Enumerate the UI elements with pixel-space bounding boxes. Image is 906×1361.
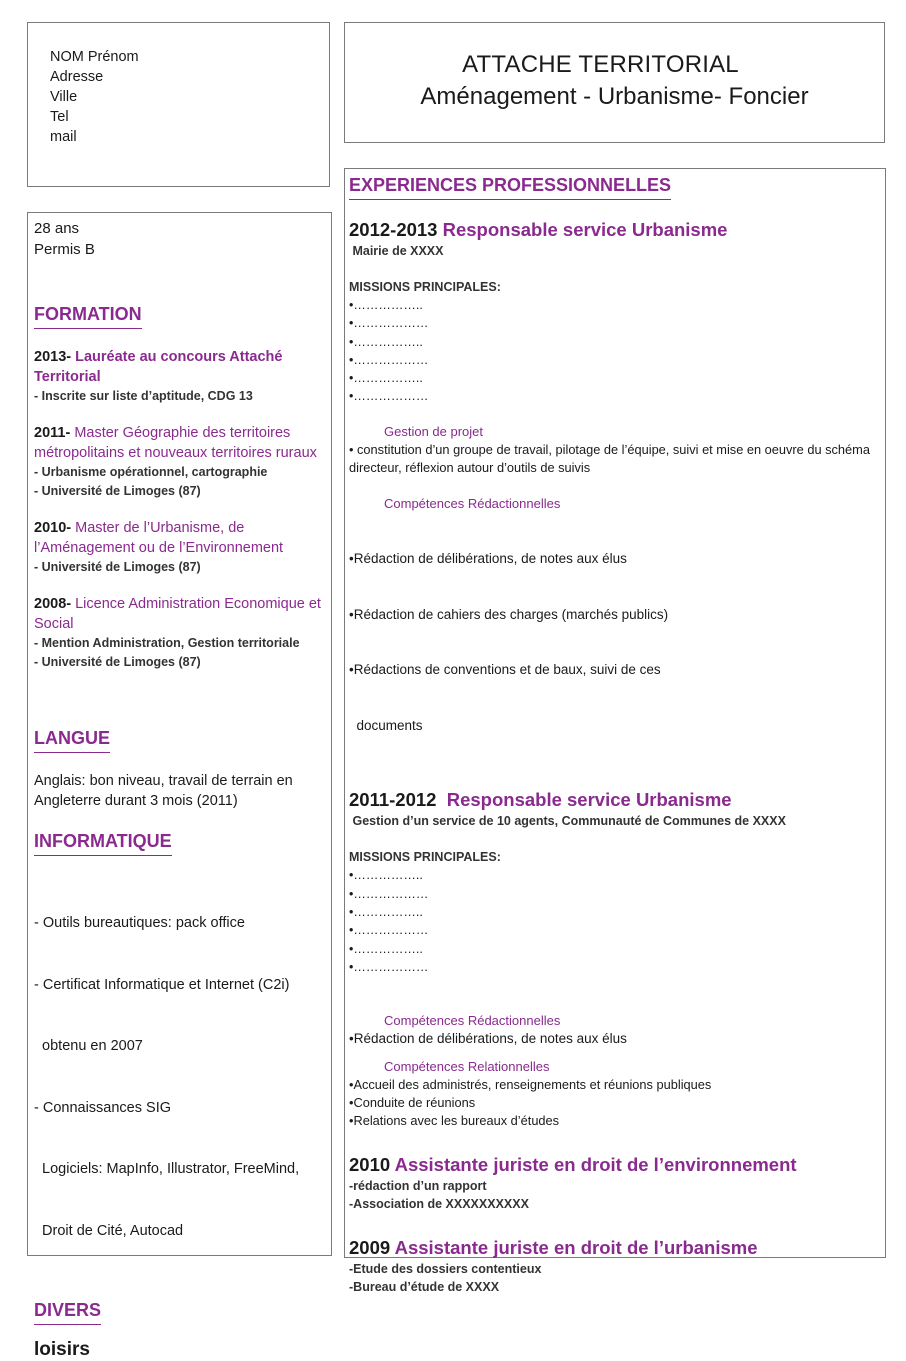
list-item: - Connaissances SIG xyxy=(34,1099,172,1116)
formation-year: 2011- xyxy=(34,425,71,441)
left-column xyxy=(27,212,332,1360)
experience-title: Responsable service Urbanisme xyxy=(437,219,728,240)
page-subtitle: Aménagement - Urbanisme- Foncier xyxy=(420,83,809,110)
experience-years: 2009 xyxy=(349,1236,391,1258)
contact-tel: Tel xyxy=(50,109,69,125)
age: 28 ans xyxy=(34,220,80,237)
formation-detail: - Urbanisme opérationnel, cartographie xyxy=(34,465,268,479)
experience-title: Assistante juriste en droit de l’urbanisme xyxy=(390,1236,758,1258)
formation-title: Master de l’Urbanisme, de l’Aménagement ou de l’Environnement xyxy=(34,520,284,556)
list-item: -Association de XXXXXXXXXX xyxy=(349,1196,529,1211)
formation-detail: - Inscrite sur liste d’aptitude, CDG 13 xyxy=(34,389,253,403)
formation-item xyxy=(34,347,331,406)
formation-title: Master Géographie des territoires métropolitains et nouveaux territoires ruraux xyxy=(34,425,317,461)
list-item: •Rédaction de délibérations, de notes aux élus xyxy=(349,1031,627,1047)
formation-title: Licence Administration Economique et Social xyxy=(34,596,321,632)
formation-title: Lauréate au concours Attaché Territorial xyxy=(34,349,283,385)
subsection-heading: Compétences Relationnelles xyxy=(384,1058,550,1074)
mission-item: •……………… xyxy=(349,316,429,331)
informatique-list xyxy=(34,872,331,1282)
list-item: •Relations avec les bureaux d’études xyxy=(349,1113,560,1129)
list-item: -Bureau d’étude de XXXX xyxy=(349,1279,500,1294)
right-column xyxy=(344,168,886,1294)
formation-detail: - Université de Limoges (87) xyxy=(34,655,201,669)
list-item: -Etude des dossiers contentieux xyxy=(349,1261,542,1276)
experience-years: 2010 xyxy=(349,1153,391,1175)
mission-item: •…………….. xyxy=(349,868,423,883)
experience-item xyxy=(349,1236,885,1296)
subsection-text: • constitution d’un groupe de travail, pilotage de l’équipe, suivi et mise en oeuvre du schéma directeur, réflexion autour d’outils de suivis xyxy=(349,441,870,476)
formation-item xyxy=(34,594,331,672)
langue-text: Anglais: bon niveau, travail de terrain en Angleterre durant 3 mois (2011) xyxy=(34,773,293,809)
list-item: -rédaction d’un rapport xyxy=(349,1178,487,1193)
experience-item xyxy=(349,218,885,772)
formation-item xyxy=(34,518,331,577)
experience-years: 2011-2012 xyxy=(349,789,437,811)
list-item: - Certificat Informatique et Internet (C2i) xyxy=(34,976,290,993)
contact-box xyxy=(27,22,330,187)
experience-years: 2012-2013 xyxy=(349,219,438,240)
formation-detail: - Université de Limoges (87) xyxy=(34,484,201,498)
contact-mail: mail xyxy=(50,129,77,145)
mission-item: •……………… xyxy=(349,352,429,367)
driving-license: Permis B xyxy=(34,241,95,258)
list-item: •Accueil des administrés, renseignements et réunions publiques xyxy=(349,1076,712,1092)
list-item: Droit de Cité, Autocad xyxy=(34,1222,184,1239)
list-item: - Outils bureautiques: pack office xyxy=(34,915,245,931)
formation-heading: FORMATION xyxy=(34,304,142,329)
mission-item: •…………….. xyxy=(349,371,423,386)
mission-item: •…………….. xyxy=(349,334,423,349)
formation-detail: - Mention Administration, Gestion territoriale xyxy=(34,636,300,650)
page-title: ATTACHE TERRITORIAL xyxy=(462,51,739,78)
contact-city: Ville xyxy=(50,89,78,105)
subsection-heading: Compétences Rédactionnelles xyxy=(384,496,561,512)
list-item: •Rédactions de conventions et de baux, suivi de ces xyxy=(349,662,661,678)
contact-name: NOM Prénom xyxy=(50,49,139,65)
mission-item: •…………….. xyxy=(349,904,423,919)
experience-title: Assistante juriste en droit de l’environnement xyxy=(390,1153,797,1175)
missions-label: MISSIONS PRINCIPALES: xyxy=(349,850,501,865)
formation-year: 2013- xyxy=(34,349,72,365)
contact-address: Adresse xyxy=(50,69,104,85)
formation-list xyxy=(34,347,331,672)
list-item: •Rédaction de cahiers des charges (marchés publics) xyxy=(349,606,669,622)
formation-item xyxy=(34,423,331,501)
missions-label: MISSIONS PRINCIPALES: xyxy=(349,280,501,294)
formation-detail: - Université de Limoges (87) xyxy=(34,560,201,574)
experiences-heading: EXPERIENCES PROFESSIONNELLES xyxy=(349,175,671,200)
title-box xyxy=(344,22,885,143)
experience-org: Mairie de XXXX xyxy=(349,244,444,258)
experience-item xyxy=(349,788,885,1130)
list-item: documents xyxy=(349,717,423,733)
mission-item: •…………….. xyxy=(349,298,423,312)
subsection-heading: Compétences Rédactionnelles xyxy=(384,1013,561,1029)
list-item: •Rédaction de délibérations, de notes aux élus xyxy=(349,551,627,567)
langue-heading: LANGUE xyxy=(34,728,110,753)
experience-org: Gestion d’un service de 10 agents, Communauté de Communes de XXXX xyxy=(349,814,786,829)
divers-text: loisirs xyxy=(34,1339,90,1360)
experience-title: Responsable service Urbanisme xyxy=(436,789,732,811)
list-item: Logiciels: MapInfo, Illustrator, FreeMind, xyxy=(34,1161,300,1177)
mission-item: •……………… xyxy=(349,959,429,974)
informatique-heading: INFORMATIQUE xyxy=(34,831,172,856)
experience-item xyxy=(349,1153,885,1213)
list-item: •Conduite de réunions xyxy=(349,1094,476,1110)
divers-heading: DIVERS xyxy=(34,1300,101,1325)
mission-item: •……………… xyxy=(349,389,429,404)
mission-item: •……………… xyxy=(349,886,429,901)
subsection-heading: Gestion de projet xyxy=(384,423,484,439)
list-item: obtenu en 2007 xyxy=(34,1038,143,1054)
formation-year: 2010- xyxy=(34,520,72,536)
mission-item: •……………… xyxy=(349,923,429,938)
formation-year: 2008- xyxy=(34,596,72,612)
mission-item: •…………….. xyxy=(349,941,423,956)
